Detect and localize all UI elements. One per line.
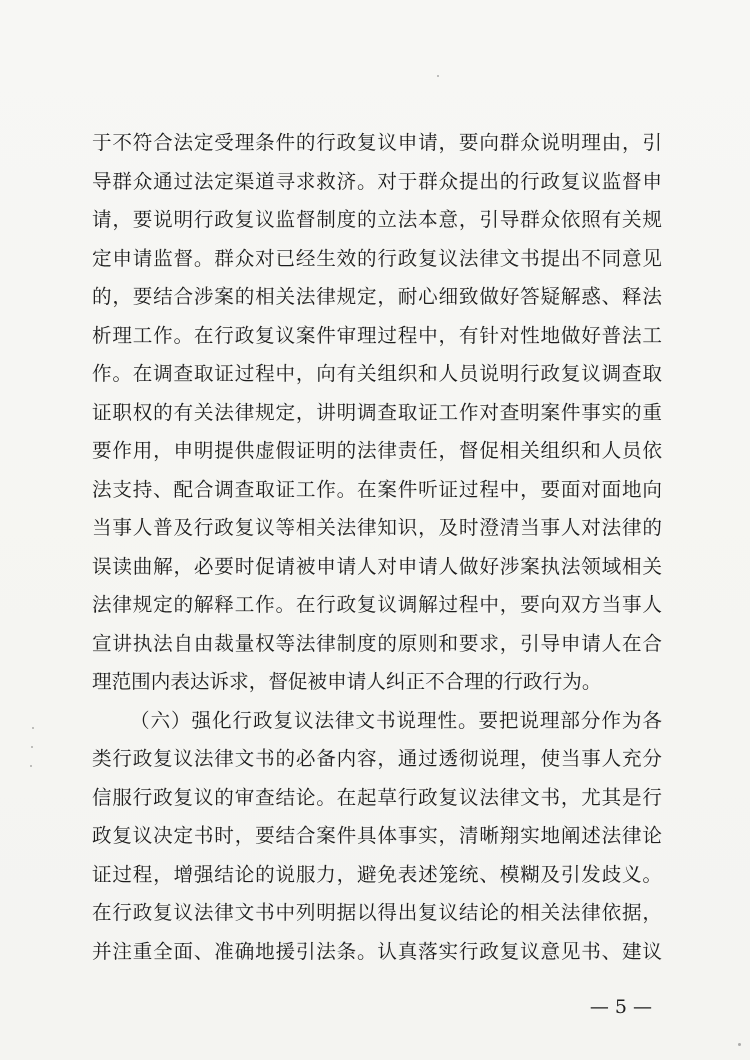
scan-speck bbox=[30, 765, 32, 767]
text-line-1: 于不符合法定受理条件的行政复议申请，要向群众说明理由，引 bbox=[92, 131, 662, 154]
text-line-19: 政复议决定书时，要结合案件具体事实，清晰翔实地阐述法律论 bbox=[92, 824, 662, 847]
text-line-13: 法律规定的解释工作。在行政复议调解过程中，要向双方当事人 bbox=[92, 593, 662, 616]
scan-speck bbox=[437, 75, 439, 77]
text-line-12: 误读曲解，必要时促请被申请人对申请人做好涉案执法领域相关 bbox=[92, 555, 662, 578]
text-line-10: 法支持、配合调查取证工作。在案件听证过程中，要面对面地向 bbox=[92, 478, 662, 501]
text-line-5: 的，要结合涉案的相关法律规定，耐心细致做好答疑解惑、释法 bbox=[92, 285, 662, 308]
text-line-15: 理范围内表达诉求，督促被申请人纠正不合理的行政行为。 bbox=[92, 670, 602, 693]
scan-speck bbox=[738, 1043, 741, 1046]
text-line-20: 证过程，增强结论的说服力，避免表述笼统、模糊及引发歧义。 bbox=[92, 863, 662, 886]
scan-speck bbox=[31, 746, 33, 748]
text-line-14: 宣讲执法自由裁量权等法律制度的原则和要求，引导申请人在合 bbox=[92, 632, 662, 655]
text-line-17: 类行政复议法律文书的必备内容，通过透彻说理，使当事人充分 bbox=[92, 747, 662, 770]
text-line-18: 信服行政复议的审查结论。在起草行政复议法律文书，尤其是行 bbox=[92, 786, 662, 809]
page-number: — 5 — bbox=[589, 996, 652, 1018]
text-line-2: 导群众通过法定渠道寻求救济。对于群众提出的行政复议监督申 bbox=[92, 170, 662, 193]
text-line-3: 请，要说明行政复议监督制度的立法本意，引导群众依照有关规 bbox=[92, 208, 662, 231]
text-line-8: 证职权的有关法律规定，讲明调查取证工作对查明案件事实的重 bbox=[92, 401, 662, 424]
text-line-7: 作。在调查取证过程中，向有关组织和人员说明行政复议调查取 bbox=[92, 362, 662, 385]
scan-speck bbox=[32, 727, 34, 729]
text-line-9: 要作用，申明提供虚假证明的法律责任，督促相关组织和人员依 bbox=[92, 439, 662, 462]
text-line-4: 定申请监督。群众对已经生效的行政复议法律文书提出不同意见 bbox=[92, 247, 662, 270]
section-heading-line: （六）强化行政复议法律文书说理性。要把说理部分作为各 bbox=[130, 709, 662, 732]
text-line-6: 析理工作。在行政复议案件审理过程中，有针对性地做好普法工 bbox=[92, 324, 662, 347]
text-line-11: 当事人普及行政复议等相关法律知识，及时澄清当事人对法律的 bbox=[92, 516, 662, 539]
text-line-21: 在行政复议法律文书中列明据以得出复议结论的相关法律依据， bbox=[92, 901, 662, 924]
text-line-22: 并注重全面、准确地援引法条。认真落实行政复议意见书、建议 bbox=[92, 940, 662, 963]
